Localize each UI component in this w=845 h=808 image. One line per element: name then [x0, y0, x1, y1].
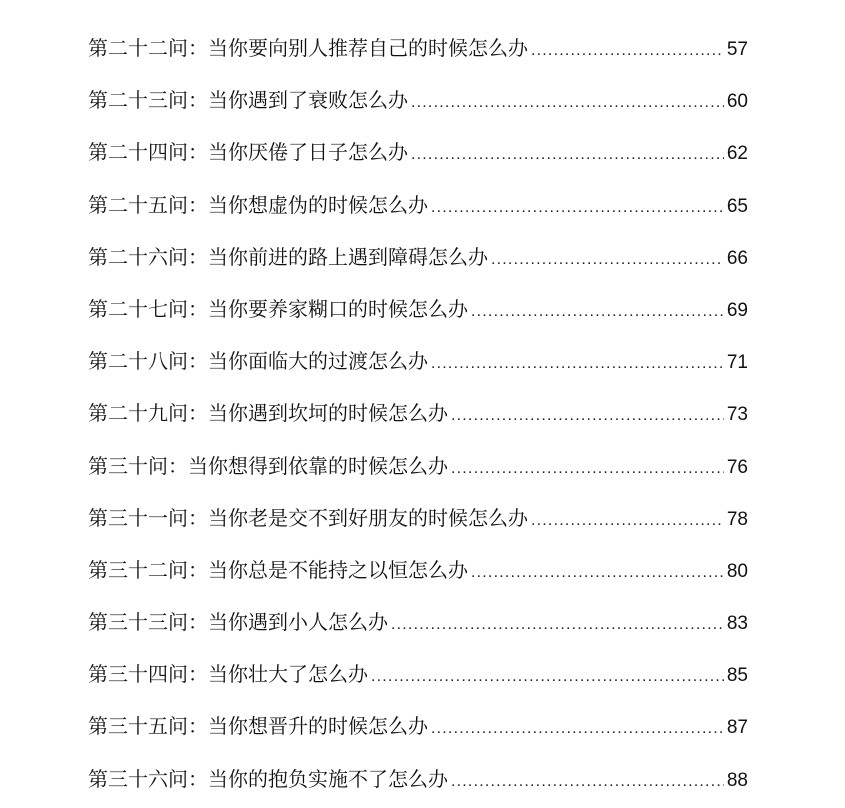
dot-leader: [471, 286, 724, 338]
toc-entry-page: 66: [726, 247, 748, 269]
toc-entry-title: 第二十四问：当你厌倦了日子怎么办: [88, 140, 408, 165]
toc-entry-title: 第二十八问：当你面临大的过渡怎么办: [88, 349, 428, 374]
toc-entry-title: 第二十七问：当你要养家糊口的时候怎么办: [88, 296, 468, 321]
dot-leader: [431, 182, 724, 234]
toc-entry[interactable]: [88, 440, 748, 492]
toc-entry-title: 第二十六问：当你前进的路上遇到障碍怎么办: [88, 244, 488, 269]
toc-entry-title: 第三十五问：当你想晋升的时候怎么办: [88, 714, 428, 739]
toc-entry[interactable]: [88, 335, 748, 387]
toc-entry[interactable]: [88, 753, 748, 805]
toc-entry-title: 第二十五问：当你想虚伪的时候怎么办: [88, 192, 428, 217]
toc-entry-page: 73: [726, 404, 748, 426]
toc-entry-title: 第三十一问：当你老是交不到好朋友的时候怎么办: [88, 505, 528, 530]
toc-entry[interactable]: [88, 648, 748, 700]
toc-entry-page: 65: [726, 195, 748, 217]
toc-entry[interactable]: [88, 700, 748, 752]
toc-entry-page: 88: [726, 769, 748, 791]
toc-entry[interactable]: [88, 179, 748, 231]
dot-leader: [531, 25, 724, 77]
toc-entry-title: 第三十二问：当你总是不能持之以恒怎么办: [88, 557, 468, 582]
table-of-contents: [88, 22, 748, 805]
toc-entry-title: 第二十二问：当你要向别人推荐自己的时候怎么办: [88, 36, 528, 60]
toc-entry-title: 第三十四问：当你壮大了怎么办: [88, 662, 368, 687]
dot-leader: [371, 651, 724, 703]
toc-entry-title: 第三十问：当你想得到依靠的时候怎么办: [88, 453, 448, 478]
dot-leader: [411, 129, 724, 181]
toc-entry-page: 85: [726, 665, 748, 687]
toc-entry-title: 第二十九问：当你遇到坎坷的时候怎么办: [88, 401, 448, 426]
toc-entry[interactable]: [88, 544, 748, 596]
dot-leader: [451, 390, 724, 442]
toc-entry[interactable]: [88, 387, 748, 439]
toc-entry-page: 60: [726, 91, 748, 113]
toc-entry-page: 76: [726, 456, 748, 478]
toc-entry-page: 87: [726, 717, 748, 739]
toc-entry[interactable]: [88, 231, 748, 283]
dot-leader: [531, 495, 724, 547]
dot-leader: [391, 599, 724, 651]
dot-leader: [451, 756, 724, 808]
dot-leader: [471, 547, 724, 599]
dot-leader: [491, 234, 724, 286]
toc-entry[interactable]: [88, 492, 748, 544]
toc-entry[interactable]: [88, 22, 748, 74]
toc-entry-page: 62: [726, 143, 748, 165]
toc-entry-page: 57: [726, 39, 748, 60]
dot-leader: [411, 77, 724, 129]
toc-entry-page: 69: [726, 299, 748, 321]
toc-entry-page: 83: [726, 613, 748, 635]
toc-entry[interactable]: [88, 596, 748, 648]
toc-entry-title: 第二十三问：当你遇到了衰败怎么办: [88, 88, 408, 113]
toc-entry[interactable]: [88, 126, 748, 178]
dot-leader: [431, 703, 724, 755]
toc-entry[interactable]: [88, 283, 748, 335]
toc-entry-title: 第三十六问：当你的抱负实施不了怎么办: [88, 766, 448, 791]
dot-leader: [451, 443, 724, 495]
toc-entry[interactable]: [88, 74, 748, 126]
toc-entry-page: 71: [726, 352, 748, 374]
toc-entry-title: 第三十三问：当你遇到小人怎么办: [88, 610, 388, 635]
toc-entry-page: 78: [726, 508, 748, 530]
dot-leader: [431, 338, 724, 390]
toc-entry-page: 80: [726, 560, 748, 582]
